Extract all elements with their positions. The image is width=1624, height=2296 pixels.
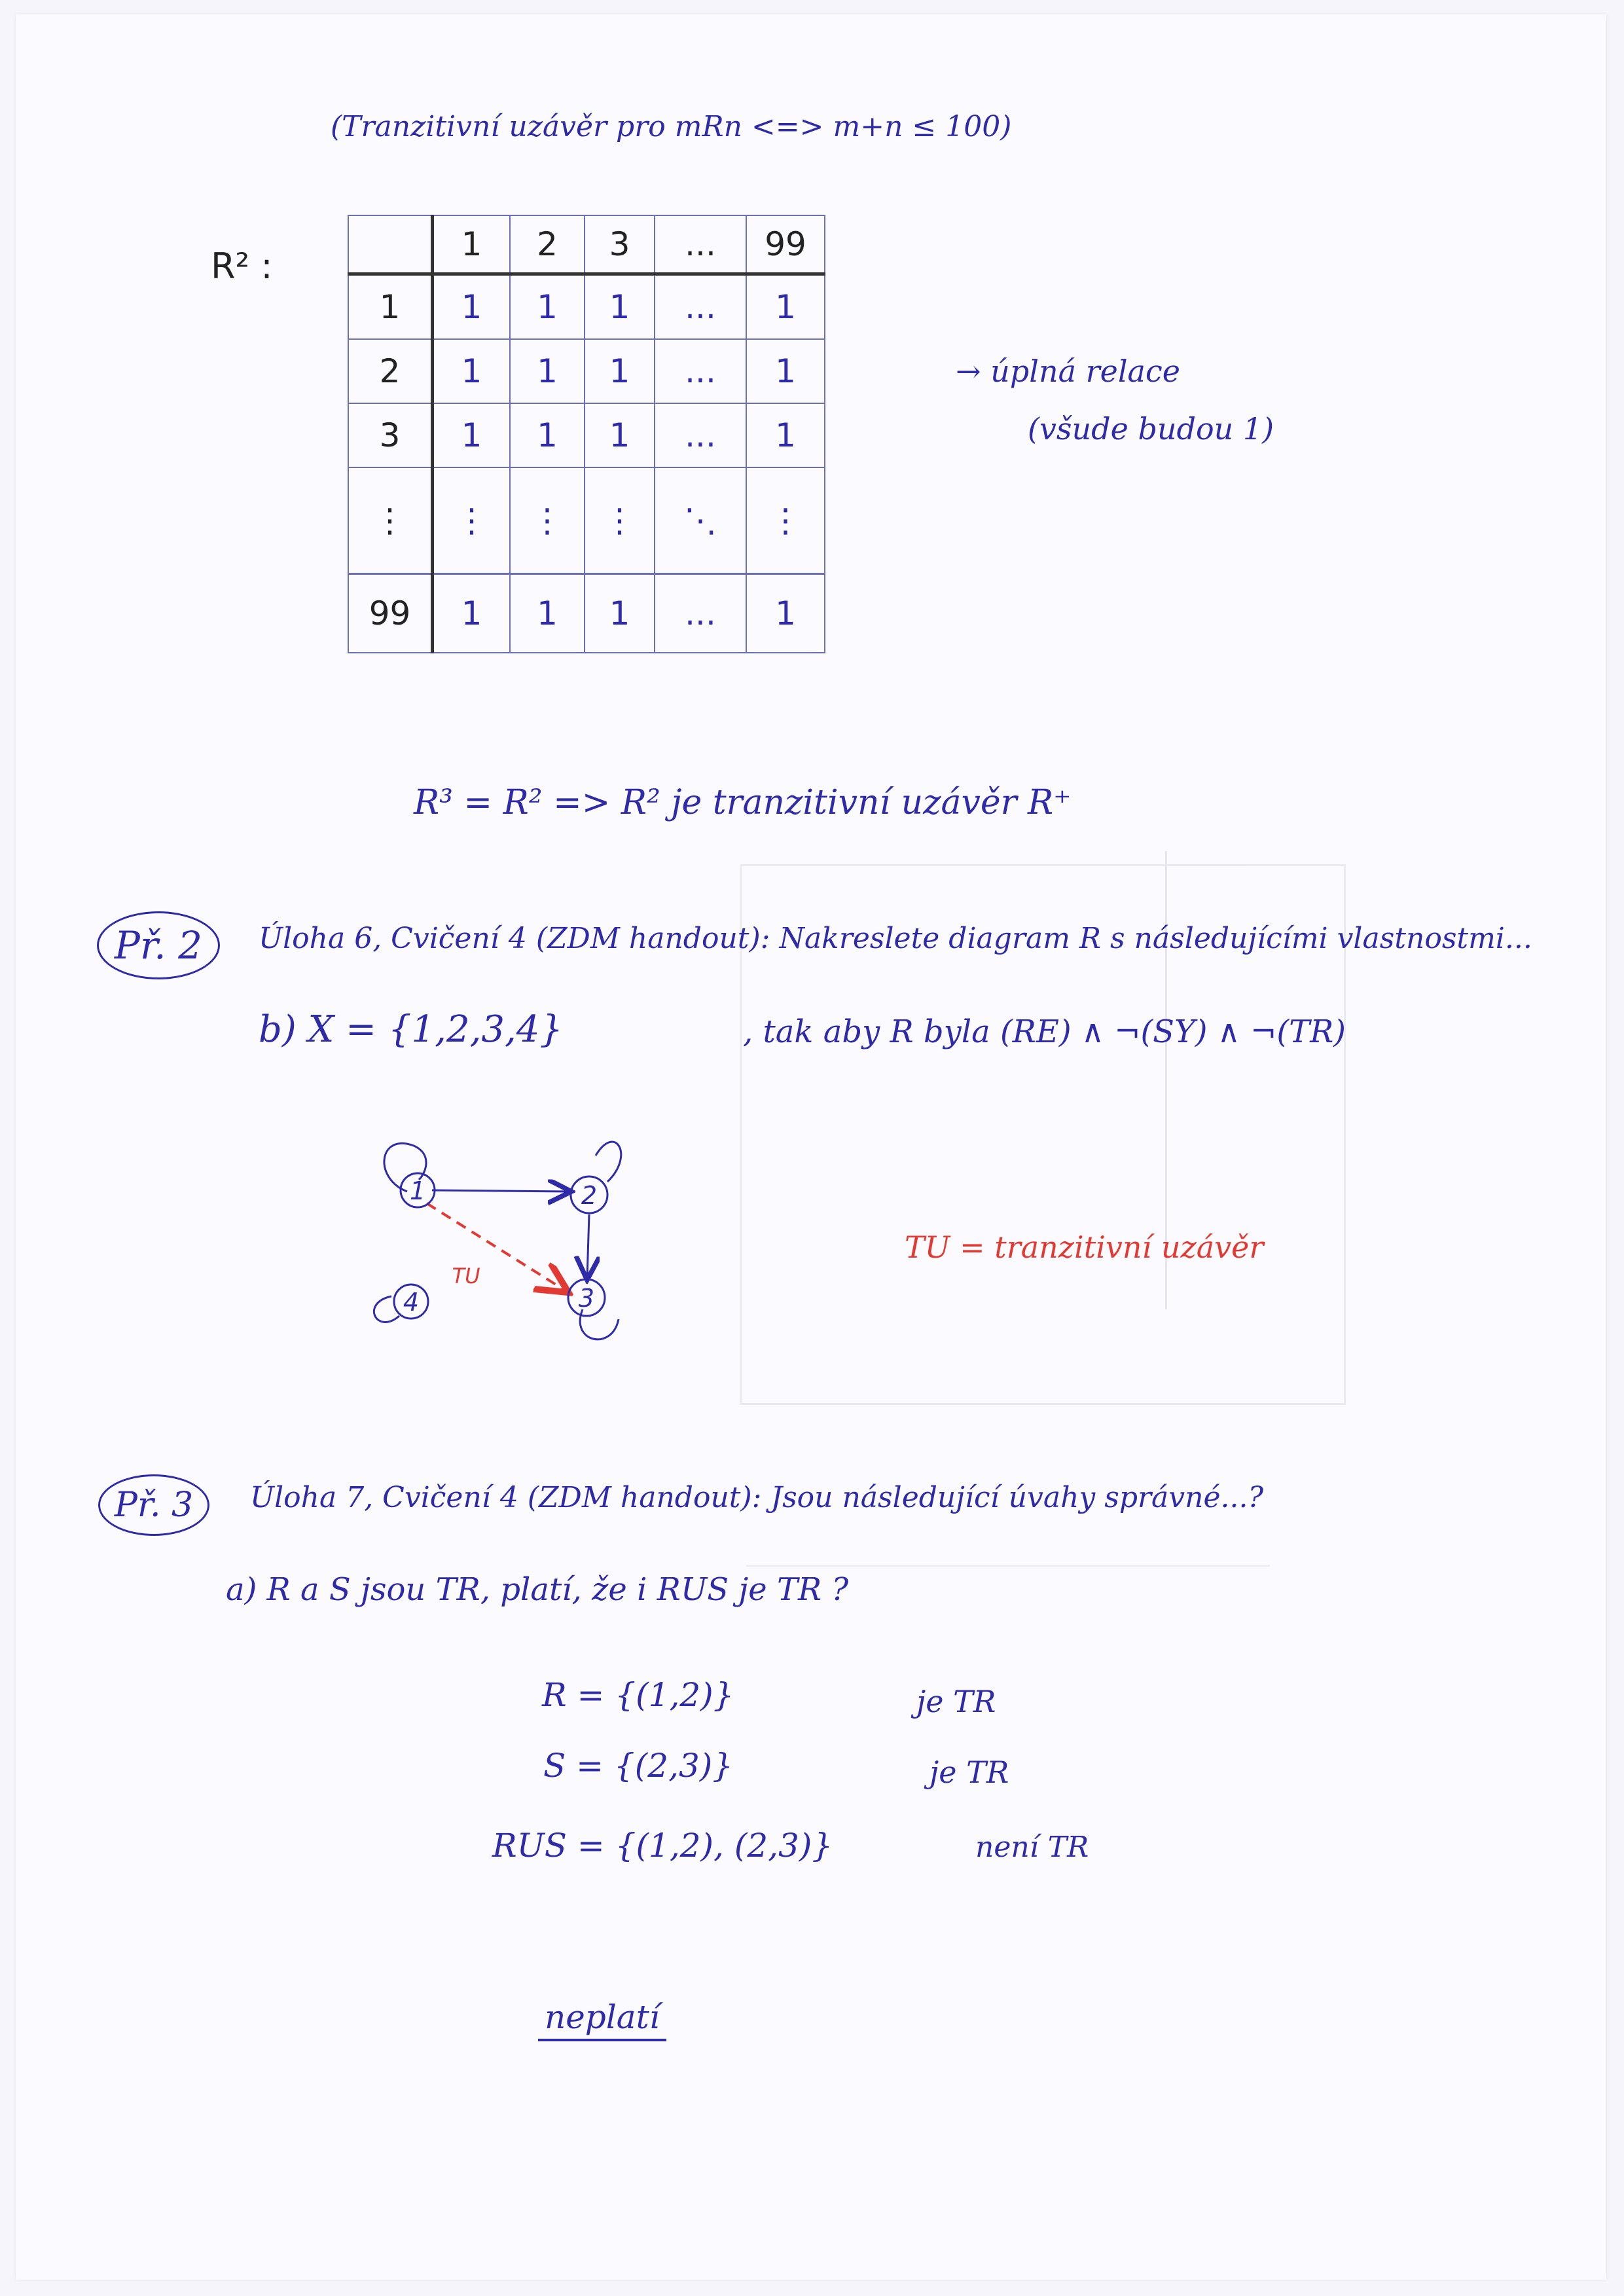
matrix-cell: 1	[746, 339, 825, 403]
matrix-cell: 1	[746, 574, 825, 653]
s-is-tr: je TR	[929, 1755, 1009, 1790]
matrix-col-header: ...	[655, 215, 746, 274]
section2-title: Úloha 6, Cvičení 4 (ZDM handout): Nakreslete diagram R s následujícími vlastnostmi...	[259, 922, 1532, 955]
matrix-cell: ...	[655, 339, 746, 403]
matrix-cell: ⋮	[746, 467, 825, 574]
matrix-cell: 1	[510, 339, 585, 403]
matrix-row	[348, 574, 825, 653]
matrix-cell: 1	[433, 339, 511, 403]
section3-badge	[98, 1474, 209, 1536]
section3-badge-label: Př. 3	[114, 1485, 194, 1525]
edge-2-3	[587, 1214, 589, 1278]
matrix-cell: ...	[655, 274, 746, 340]
matrix-col-header: 1	[433, 215, 511, 274]
node-label: 4	[403, 1288, 420, 1317]
matrix-row	[348, 339, 825, 403]
node-label: 2	[581, 1181, 598, 1210]
relation-matrix	[348, 215, 825, 653]
matrix-cell: 1	[510, 403, 585, 467]
section3-part-a-question: a) R a S jsou TR, platí, že i RUS je TR ?	[226, 1571, 849, 1608]
section3-title: Úloha 7, Cvičení 4 (ZDM handout): Jsou následující úvahy správné...?	[250, 1481, 1264, 1514]
matrix-cell: ⋮	[433, 467, 511, 574]
matrix-cell: 1	[585, 574, 655, 653]
section2-badge-label: Př. 2	[114, 923, 203, 968]
conclusion-r3: R³ = R² => R² je tranzitivní uzávěr R⁺	[414, 783, 1072, 822]
matrix-cell: ...	[655, 574, 746, 653]
matrix-cell: 1	[585, 403, 655, 467]
node-label: 3	[578, 1284, 595, 1313]
rus-definition: RUS = {(1,2), (2,3)}	[492, 1827, 833, 1865]
matrix-cell: 1	[585, 339, 655, 403]
header-note: (Tranzitivní uzávěr pro mRn <=> m+n ≤ 100)	[331, 110, 1012, 143]
matrix-cell: 1	[510, 274, 585, 340]
matrix-row-header: 99	[348, 574, 433, 653]
matrix-row-ellipsis	[348, 467, 825, 574]
matrix-row	[348, 403, 825, 467]
matrix-header-row	[348, 215, 825, 274]
node-label: 1	[409, 1176, 426, 1205]
section2-badge	[97, 911, 220, 979]
r-definition: R = {(1,2)}	[542, 1676, 734, 1714]
matrix-cell: 1	[433, 274, 511, 340]
matrix-cell: ⋮	[585, 467, 655, 574]
matrix-row-header: 1	[348, 274, 433, 340]
matrix-row	[348, 274, 825, 340]
loop-node-3	[580, 1309, 619, 1339]
loop-node-2	[596, 1142, 621, 1182]
matrix-row-header: ⋮	[348, 467, 433, 574]
matrix-cell: ⋱	[655, 467, 746, 574]
edge-1-3-transitive	[427, 1203, 566, 1291]
matrix-col-header: 3	[585, 215, 655, 274]
relation-diagram	[353, 1106, 681, 1368]
matrix-cell: ...	[655, 403, 746, 467]
matrix-cell: 1	[585, 274, 655, 340]
verdict: neplatí	[538, 1998, 666, 2041]
s-definition: S = {(2,3)}	[543, 1747, 734, 1785]
matrix-cell: 1	[746, 403, 825, 467]
note-full-relation: → úplná relace	[956, 354, 1180, 389]
table-label: R² :	[211, 246, 273, 287]
matrix-row-header: 3	[348, 403, 433, 467]
section2-part-b-condition: , tak aby R byla (RE) ∧ ¬(SY) ∧ ¬(TR)	[743, 1013, 1346, 1050]
matrix-cell: ⋮	[510, 467, 585, 574]
legend-transitive-closure: TU = tranzitivní uzávěr	[905, 1230, 1264, 1265]
matrix-cell: 1	[433, 574, 511, 653]
edge-1-2	[432, 1190, 569, 1192]
matrix-col-header: 2	[510, 215, 585, 274]
rus-is-not-tr: není TR	[975, 1831, 1089, 1864]
matrix-col-header: 99	[746, 215, 825, 274]
matrix-cell: 1	[433, 403, 511, 467]
matrix-corner	[348, 215, 433, 274]
section2-part-b: b) X = {1,2,3,4}	[259, 1008, 564, 1051]
note-everywhere: (všude budou 1)	[1028, 411, 1274, 446]
matrix-row-header: 2	[348, 339, 433, 403]
r-is-tr: je TR	[916, 1684, 996, 1719]
edge-label-tu: TU	[452, 1264, 480, 1288]
matrix-cell: 1	[746, 274, 825, 340]
matrix-cell: 1	[510, 574, 585, 653]
